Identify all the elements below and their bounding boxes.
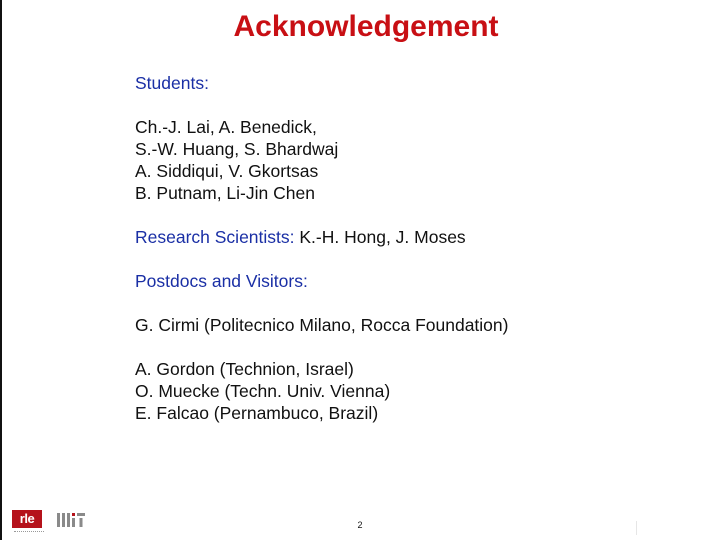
mit-logo-bar: [62, 513, 65, 527]
spacer: [135, 292, 695, 314]
mit-logo-bar: [80, 518, 83, 527]
spacer: [135, 336, 695, 358]
rle-logo-text: rle: [12, 510, 42, 528]
corner-mark: [636, 521, 637, 535]
slide-content: [135, 72, 695, 424]
rle-logo: [12, 510, 50, 536]
mit-logo: [57, 512, 85, 528]
spacer: [135, 248, 695, 270]
slide-title: Acknowledgement: [233, 10, 499, 43]
student-line: S.-W. Huang, S. Bhardwaj: [135, 139, 339, 159]
rle-logo-underline: [14, 531, 44, 535]
students-heading: Students:: [135, 73, 209, 93]
student-line: Ch.-J. Lai, A. Benedick,: [135, 117, 317, 137]
mit-logo-dot: [72, 513, 75, 516]
mit-logo-bar: [57, 513, 60, 527]
visitor-line: E. Falcao (Pernambuco, Brazil): [135, 403, 379, 423]
spacer: [135, 204, 695, 226]
mit-logo-bar: [72, 518, 75, 527]
research-scientists-line: [135, 226, 695, 248]
spacer: [135, 94, 695, 116]
mit-logo-bar: [67, 513, 70, 527]
page-number: 2: [357, 520, 363, 530]
mit-logo-bar: [77, 513, 85, 516]
visitor-line: G. Cirmi (Politecnico Milano, Rocca Foundation): [135, 315, 509, 335]
slide-left-border: [0, 0, 2, 540]
postdocs-heading: Postdocs and Visitors:: [135, 271, 308, 291]
visitor-line: A. Gordon (Technion, Israel): [135, 359, 354, 379]
research-scientists-label: Research Scientists:: [135, 227, 295, 247]
student-line: B. Putnam, Li-Jin Chen: [135, 183, 315, 203]
visitor-line: O. Muecke (Techn. Univ. Vienna): [135, 381, 391, 401]
research-scientists-names: K.-H. Hong, J. Moses: [294, 227, 466, 247]
student-line: A. Siddiqui, V. Gkortsas: [135, 161, 319, 181]
